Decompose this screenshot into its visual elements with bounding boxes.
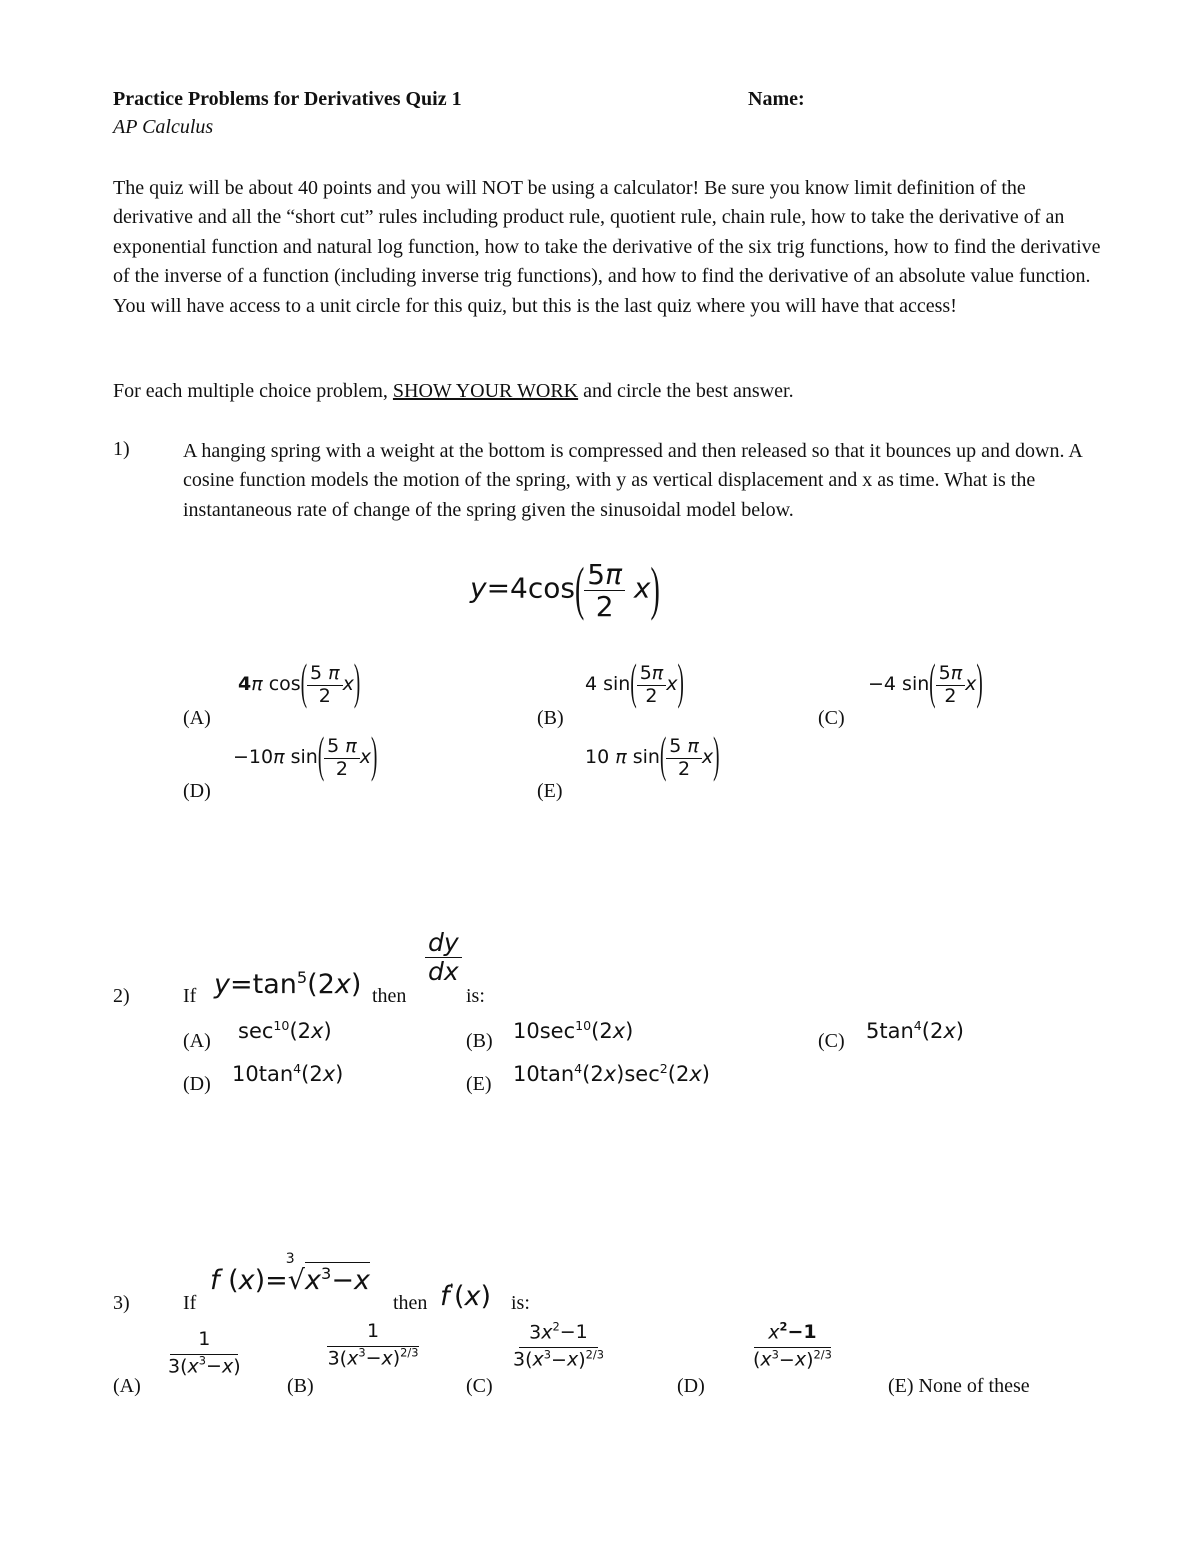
problem-2-equation: $y=\tan^5(2x)$ <box>214 968 362 1000</box>
p2-choice-c-label: (C) <box>818 1030 845 1052</box>
p1-choice-b-label: (B) <box>537 707 564 729</box>
problem-3-is: is: <box>511 1292 530 1314</box>
p1-choice-c-label: (C) <box>818 707 845 729</box>
p3-choice-c-label: (C) <box>466 1375 493 1397</box>
instruction-before: For each multiple choice problem, <box>113 380 393 402</box>
p1-choice-e-expr: 10 π sin( $\frac{5 \pi}{2}$ x) <box>585 729 720 785</box>
subtitle: AP Calculus <box>113 116 214 138</box>
p3-choice-e <box>888 1375 1030 1398</box>
p2-choice-d-label: (D) <box>183 1073 211 1095</box>
problem-3-if: If <box>183 1292 197 1314</box>
p3-choice-e-text: None of these <box>918 1375 1030 1397</box>
problem-3-then: then <box>393 1292 428 1314</box>
instruction-emphasis: SHOW YOUR WORK <box>392 380 579 402</box>
p2-choice-c-expr: $5\tan^4(2x)$ <box>866 1018 964 1043</box>
problem-2-dydx: $\frac{dy}{dx}$ <box>425 930 462 986</box>
p1-choice-a-label: (A) <box>183 707 211 729</box>
p3-choice-d-expr: $\frac{x^2-1}{(x^3-x)^{2/3}}$ <box>753 1320 832 1371</box>
instruction <box>113 380 794 403</box>
p3-choice-b-expr: $\frac{1}{3(x^3-x)^{2/3}}$ <box>327 1320 419 1370</box>
p1-choice-d-expr: −10π sin( $\frac{5 \pi}{2}$ x) <box>233 729 378 785</box>
p2-choice-b-expr: $10\sec^{10}(2x)$ <box>513 1018 634 1043</box>
p1-choice-c-expr: −4 sin( $\frac{5\pi}{2}$ x) <box>868 656 983 712</box>
instruction-after: and circle the best answer. <box>578 380 794 402</box>
problem-1-number: 1) <box>113 438 130 460</box>
p3-choice-a-expr: $\frac{1}{3(x^3-x)}$ <box>168 1328 241 1378</box>
page-title: Practice Problems for Derivatives Quiz 1 <box>113 88 462 110</box>
p1-choice-a-expr: 4π cos( $\frac{5 \pi}{2}$ x) <box>238 656 361 712</box>
p3-choice-a-label: (A) <box>113 1375 141 1397</box>
problem-2-then: then <box>372 985 407 1007</box>
p1-choice-b-expr: 4 sin( $\frac{5\pi}{2}$ x) <box>585 656 684 712</box>
p2-choice-b-label: (B) <box>466 1030 493 1052</box>
problem-2-if: If <box>183 985 197 1007</box>
problem-3-number: 3) <box>113 1292 130 1314</box>
intro-paragraph: The quiz will be about 40 points and you will NOT be using a calculator! Be sure you know limit definition of the derivative and all the “short cut” rules including product rule, quotient rule, chain rule, how to take the derivative of an exponential function and natural log function, how to take the derivative of the six trig functions, how to find the derivative of the inverse of a function (including inverse trig functions), and how to find the derivative of an absolute value function. You will have access to a unit circle for this quiz, but this is the last quiz where you will have that access! <box>113 177 1101 317</box>
p2-choice-e-expr: $10\tan^4(2x)\sec^2(2x)$ <box>513 1061 710 1086</box>
problem-3-equation: f (x)= 3 $√x^3-x$ <box>210 1251 370 1296</box>
p2-choice-d-expr: $10\tan^4(2x)$ <box>232 1061 344 1086</box>
problem-2-number: 2) <box>113 985 130 1007</box>
p3-choice-e-label: (E) <box>888 1375 914 1397</box>
p1-choice-d-label: (D) <box>183 780 211 802</box>
p2-choice-e-label: (E) <box>466 1073 492 1095</box>
p2-choice-a-label: (A) <box>183 1030 211 1052</box>
p2-choice-a-expr: $\sec^{10}(2x)$ <box>238 1018 332 1043</box>
problem-1-equation: y=4cos( $\frac{5\pi}{2}$ x) <box>470 557 660 624</box>
p1-choice-e-label: (E) <box>537 780 563 802</box>
problem-2-is: is: <box>466 985 485 1007</box>
problem-1-text: A hanging spring with a weight at the bottom is compressed and then released so that it bounces up and down. A cosine function models the motion of the spring, with y as vertical displacement and x as time. What is the instantaneous rate of change of the spring given the sinusoidal model below. <box>183 440 1082 521</box>
problem-3-fprime: f'(x) <box>440 1280 492 1312</box>
name-label: Name: <box>748 88 805 110</box>
p3-choice-b-label: (B) <box>287 1375 314 1397</box>
p3-choice-c-expr: $\frac{3x^2-1}{3(x^3-x)^{2/3}}$ <box>513 1320 604 1371</box>
p3-choice-d-label: (D) <box>677 1375 705 1397</box>
